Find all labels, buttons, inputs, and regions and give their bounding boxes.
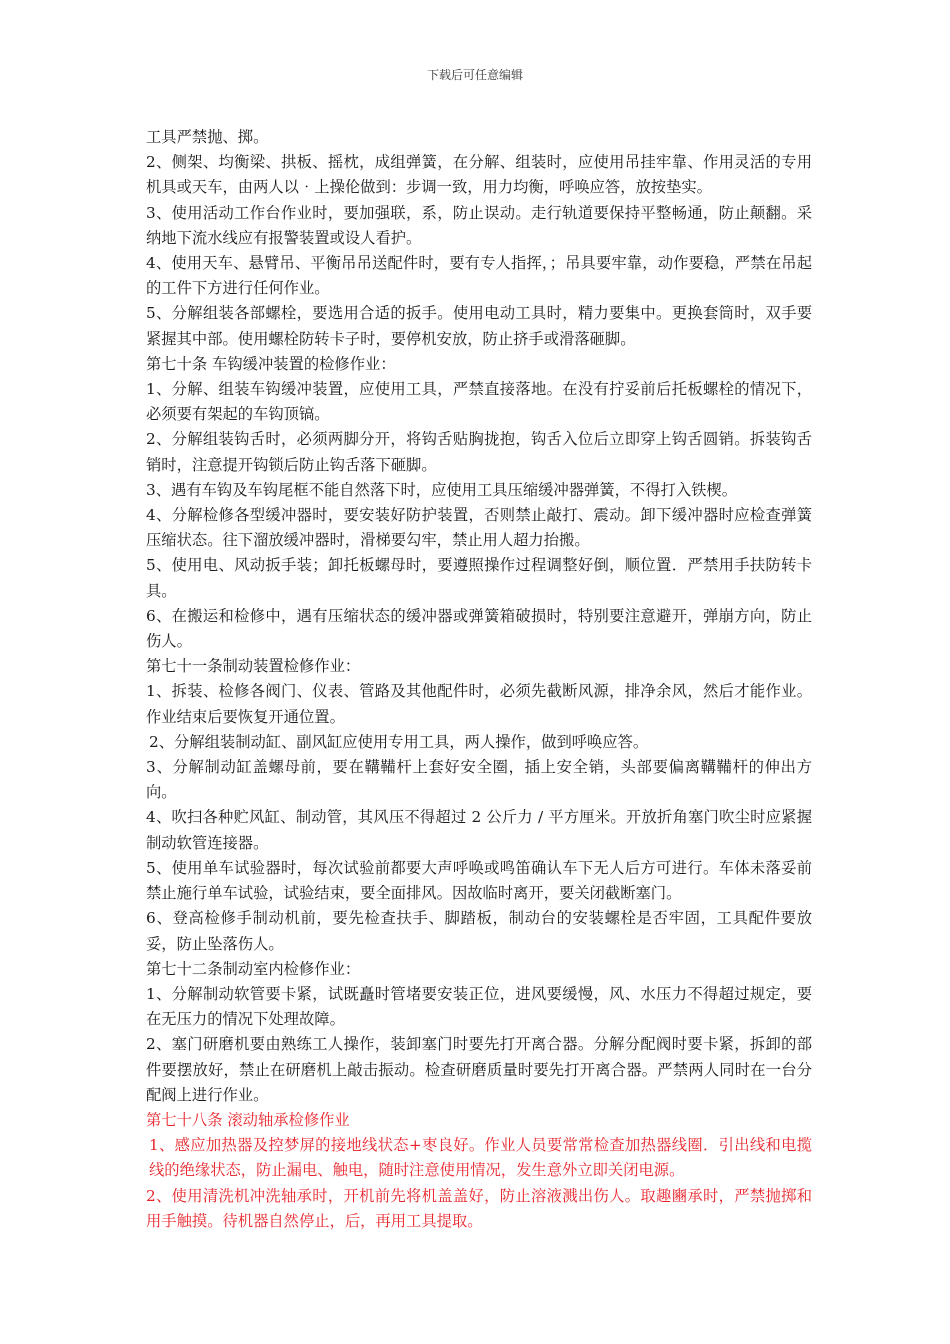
paragraph: 6、登高检修手制动机前，要先检查扶手、脚踏板，制动台的安装螺栓是否牢固，工具配件要放妥，防止坠落伤人。 [146, 909, 812, 953]
paragraph: 1、分解制动软管要卡紧，试既矗时管堵要安装正位，进风要缓慢，风、水压力不得超过规定，要在无压力的情况下处理故障。 [146, 984, 812, 1029]
paragraph: 2、使用清洗机冲洗轴承时，开机前先将机盖盖好，防止溶液溅出伤人。取趣豳承时，严禁抛掷和用手触摸。待机器自然停止，后，再用工具提取。 [146, 1186, 812, 1230]
paragraph: 1、感应加热器及控梦屏的接地线状态+枣良好。作业人员要常常检查加热器线圈．引出线和电揽线的绝缘状态，防止漏电、触电，随时注意使用情况，发生意外立即关闭电源。 [149, 1136, 812, 1180]
paragraph: 2、侧架、均衡梁、拱板、摇枕，成组弹簧，在分解、组装时，应使用吊挂牢靠、作用灵活的专用机具或天车，由两人以‧上操伦做到：步调一致，用力均衡，呼唤应答，放按垫实。 [146, 153, 812, 197]
paragraph: 6、在搬运和检修中，遇有压缩状态的缓冲器或弹簧箱破损时，特别要注意避开，弹崩方向，防止伤人。 [146, 606, 812, 651]
paragraph: 4、分解检修各型缓冲器时，要安装好防护装置，否则禁止敲打、震动。卸下缓冲器时应检查弹簧压缩状态。往下溜放缓冲器时，滑梯要勾牢，禁止用人超力抬搬。 [146, 506, 812, 550]
section-heading: 第七十条 车钩缓冲装置的检修作业： [146, 354, 396, 373]
paragraph: 2、分解组装制动缸、副风缸应使用专用工具，两人操作，做到呼唤应答。 [149, 732, 649, 751]
section-heading: 第七十二条制动室内检修作业： [146, 959, 361, 978]
paragraph: 2、塞门研磨机要由熟练工人操作，装卸塞门时要先打开离合器。分解分配阀时要卡紧，拆卸的部件要摆放好，禁止在研磨机上敲击振动。检查研磨质量时要先打开离合器。严禁两人同时在一台分配阀上进行作业。 [146, 1035, 812, 1104]
paragraph: 5、分解组装各部螺栓，要选用合适的扳手。使用电动工具时，精力要集中。更换套筒时，双手要紧握其中部。使用螺栓防转卡子时，要停机安放，防止挤手或滑落砸脚。 [146, 304, 812, 348]
document-body [146, 125, 812, 1234]
paragraph: 3、使用活动工作台作业时，要加强联，系，防止误动。走行轨道要保持平整畅通，防止颠翻。采纳地下流水线应有报警装置或设人看护。 [146, 203, 812, 247]
paragraph: 3、遇有车钩及车钩尾框不能自然落下时，应使用工具压缩缓冲器弹簧，不得打入铁楔。 [146, 480, 738, 499]
paragraph: 2、分解组装钩舌时，必须两脚分开，将钩舌贴胸拢抱，钩舌入位后立即穿上钩舌圆销。拆装钩舌销时，注意提开钩锁后防止钩舌落下砸脚。 [146, 430, 812, 474]
paragraph: 工具严禁抛、掷。 [146, 128, 269, 146]
paragraph: 1、拆装、检修各阀门、仪表、管路及其他配件时，必须先截断风源，排净余风，然后才能作业。作业结束后要恢复开通位置。 [146, 682, 812, 726]
paragraph: 5、使用单车试验器时，每次试验前都要大声呼唤或鸣笛确认车下无人后方可进行。车体未落妥前禁止施行单车试验，试验结束，要全面排风。因故临时离开，要关闭截断塞门。 [146, 858, 812, 903]
page-header: 下载后可任意编辑 [426, 68, 523, 82]
paragraph: 1、分解、组装车钩缓冲装置，应使用工具，严禁直接落地。在没有拧妥前后托板螺栓的情况下，必须要有架起的车钩顶镐。 [146, 380, 812, 424]
paragraph: 3、分解制动缸盖螺母前，要在鞲鞴杆上套好安全圈，插上安全销，头部要偏离鞲鞴杆的伸出方向。 [146, 758, 812, 802]
section-heading: 第七十八条 滚动轴承检修作业 [146, 1110, 350, 1129]
section-heading: 第七十一条制动装置检修作业： [146, 657, 361, 676]
paragraph: 5、使用电、风动扳手装；卸托板螺母时，要遵照操作过程调整好倒，顺位置．严禁用手扶防转卡具。 [146, 556, 812, 600]
paragraph: 4、使用天车、悬臂吊、平衡吊吊送配件时，要有专人指挥，；吊具要牢靠，动作要稳，严禁在吊起的工件下方进行任何作业。 [146, 254, 812, 298]
paragraph: 4、吹扫各种贮风缸、制动管，其风压不得超过 2 公斤力 / 平方厘米。开放折角塞门吹尘时应紧握制动软管连接器。 [146, 808, 812, 852]
